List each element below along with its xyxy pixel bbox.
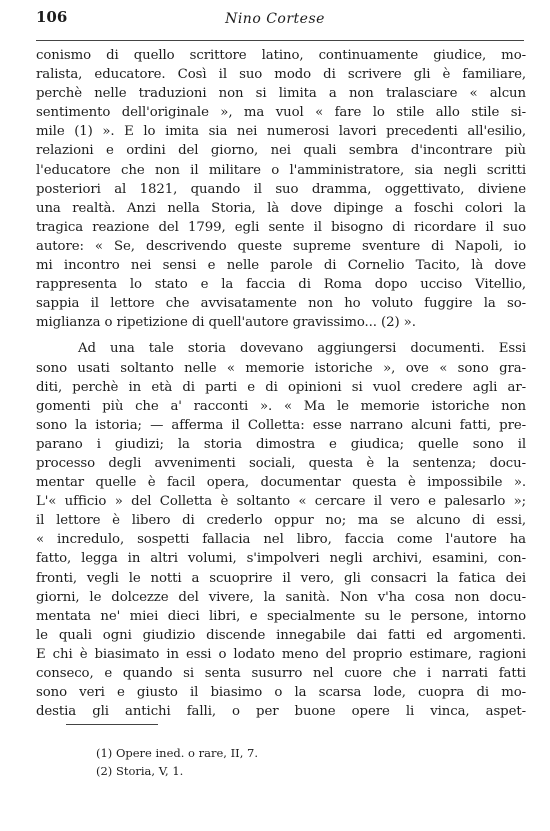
- text-line: sappia il lettore che avvisatamente non ho voluto fuggire la so-: [36, 296, 526, 312]
- header-rule: [36, 40, 524, 41]
- text-line: parano i giudizi; la storia dimostra e giudica; quelle sono il: [36, 436, 526, 452]
- text-line: una realtà. Anzi nella Storia, là dove dipinge a foschi colori la: [36, 200, 526, 216]
- text-line: relazioni e ordini del giorno, nei quali sembra d'incontrare più: [36, 143, 526, 159]
- text-line: conismo di quello scrittore latino, continuamente giudice, mo-: [36, 48, 526, 63]
- text-line: miglianza o ripetizione di quell'autore gravissimo... (2) ».: [36, 315, 416, 331]
- paragraph-1: [36, 46, 526, 332]
- text-line: fatto, legga in altri volumi, s'impolveri negli archivi, esamini, con-: [36, 551, 526, 567]
- text-line: L'« ufficio » del Colletta è soltanto « cercare il vero e palesarlo »;: [36, 494, 526, 510]
- text-line: rappresenta lo stato e la faccia di Roma dopo ucciso Vitellio,: [36, 277, 526, 293]
- paragraph-2: [36, 339, 526, 721]
- text-line: mentar quelle è facil opera, documentar questa è impossibile ».: [36, 475, 526, 491]
- text-line: sentimento dell'originale », ma vuol « fare lo stile allo stile si-: [36, 105, 526, 121]
- text-line: fronti, vegli le notti a scuoprire il vero, gli consacri la fatica dei: [36, 570, 526, 586]
- body-text: [36, 46, 526, 721]
- text-line: Ad una tale storia dovevano aggiungersi documenti. Essi: [78, 341, 526, 357]
- text-line: mentata ne' miei dieci libri, e specialmente su le persone, intorno: [36, 608, 526, 624]
- footnote-rule: [66, 724, 158, 725]
- text-line: « incredulo, sospetti fallacia nel libro, faccia come l'autore ha: [36, 532, 526, 548]
- text-line: ralista, educatore. Così il suo modo di scrivere gli è familiare,: [36, 67, 526, 83]
- footnote: (1) Opere ined. o rare, II, 7.: [96, 746, 258, 760]
- text-line: mi incontro nei sensi e nelle parole di Cornelio Tacito, là dove: [36, 258, 526, 274]
- footnotes: [96, 744, 258, 780]
- text-line: destia gli antichi falli, o per buone opere li vinca, aspet-: [36, 704, 526, 720]
- text-line: E chi è biasimato in essi o lodato meno del proprio estimare, ragioni: [36, 646, 526, 662]
- text-line: giorni, le dolcezze del vivere, la sanità. Non v'ha cosa non docu-: [36, 589, 526, 605]
- text-line: le quali ogni giudizio discende innegabile dai fatti ed argomenti.: [36, 627, 526, 643]
- text-line: il lettore è libero di crederlo oppur no; ma se alcuno di essi,: [36, 513, 526, 529]
- text-line: diti, perchè in età di parti e di opinioni si vuol credere agli ar-: [36, 379, 526, 395]
- text-line: sono usati soltanto nelle « memorie istoriche », ove « sono gra-: [36, 360, 526, 376]
- text-line: perchè nelle traduzioni non si limita a non tralasciare « alcun: [36, 86, 526, 102]
- text-line: conseco, e quando si senta susurro nel cuore che i narrati fatti: [36, 666, 526, 681]
- text-line: sono veri e giusto il biasimo o la scarsa lode, cuopra di mo-: [36, 685, 526, 701]
- footnote: (2) Storia, V, 1.: [96, 764, 184, 778]
- text-line: autore: « Se, descrivendo queste supreme sventure di Napoli, io: [36, 238, 526, 254]
- text-line: mile (1) ». E lo imita sia nei numerosi lavori precedenti all'esilio,: [36, 124, 526, 140]
- text-line: tragica reazione del 1799, egli sente il bisogno di ricordare il suo: [36, 219, 526, 235]
- text-line: l'educatore che non il militare o l'amministratore, sia negli scritti: [36, 162, 526, 178]
- text-line: sono la istoria; — afferma il Colletta: esse narrano alcuni fatti, pre-: [36, 417, 526, 433]
- running-head: Nino Cortese: [225, 11, 325, 27]
- page-number: 106: [36, 8, 68, 26]
- text-line: processo degli avvenimenti sociali, questa è la sentenza; docu-: [36, 455, 526, 471]
- text-line: gomenti più che a' racconti ». « Ma le memorie istoriche non: [36, 398, 526, 414]
- text-line: posteriori al 1821, quando il suo dramma, oggettivato, diviene: [36, 181, 526, 197]
